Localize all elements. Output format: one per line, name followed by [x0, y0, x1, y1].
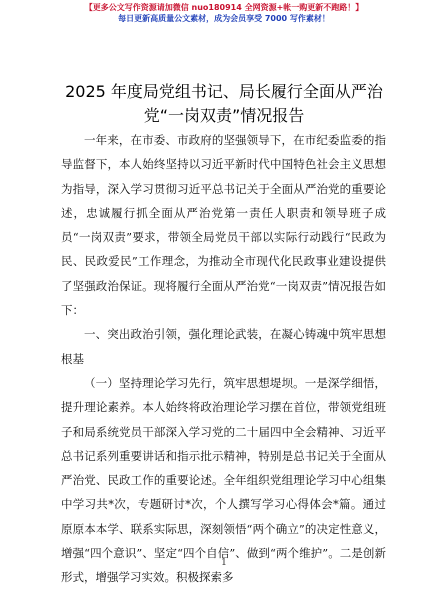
document-title [40, 80, 408, 128]
document-title-line-2: 党“一岗双责”情况报告 [143, 106, 305, 125]
document-title-line-1: 2025 年度局党组书记、局长履行全面从严治 [65, 82, 383, 101]
section-heading-1: 一、突出政治引领，强化理论武装，在凝心铸魂中筑牢思想根基 [61, 327, 386, 366]
promo-banner [0, 2, 448, 24]
document-body [61, 128, 386, 590]
promo-banner-line-1: 【更多公文写作资源请加微信 nuo180914 全网资源+帐一购更新不跑路！】 [84, 3, 364, 12]
intro-paragraph: 一年来，在市委、市政府的坚强领导下，在市纪委监委的指导监督下，本人始终坚持以习近平新时代中国特色社会主义思想为指导，深入学习贯彻习近平总书记关于全面从严治党的重要论述，忠诚履行抓全面从严治党第一责任人职责和领导班子成员“一岗双责”要求，带领全局党员干部以实际行动践行“民政为民、民政爱民”工作理念，为推动全市现代化民政事业建设提供了坚强政治保证。现将履行全面从严治党“一岗双责”情况报告如下： [61, 133, 386, 318]
subsection-paragraph-1: （一）坚持理论学习先行，筑牢思想堤坝。一是深学细悟，提升理论素养。本人始终将政治理论学习摆在首位，带领党组班子和局系统党员干部深入学习党的二十届四中全会精神、习近平总书记系列重要讲话和指示批示精神，特别是总书记关于全面从严治党、民政工作的重要论述。全年组织党组理论学习中心组集中学习共*次，专题研讨*次，个人撰写学习心得体会*篇。通过原原本本学、联系实际思，深刻领悟“两个确立”的决定性意义，增强“四个意识”、坚定“四个自信”、做到“两个维护”。二是创新形式，增强学习实效。积极探索多 [61, 375, 386, 585]
promo-banner-line-2: 每日更新高质量公文素材，成为会员享受 7000 写作素材！ [118, 14, 330, 23]
page-number: 1 [221, 558, 227, 568]
